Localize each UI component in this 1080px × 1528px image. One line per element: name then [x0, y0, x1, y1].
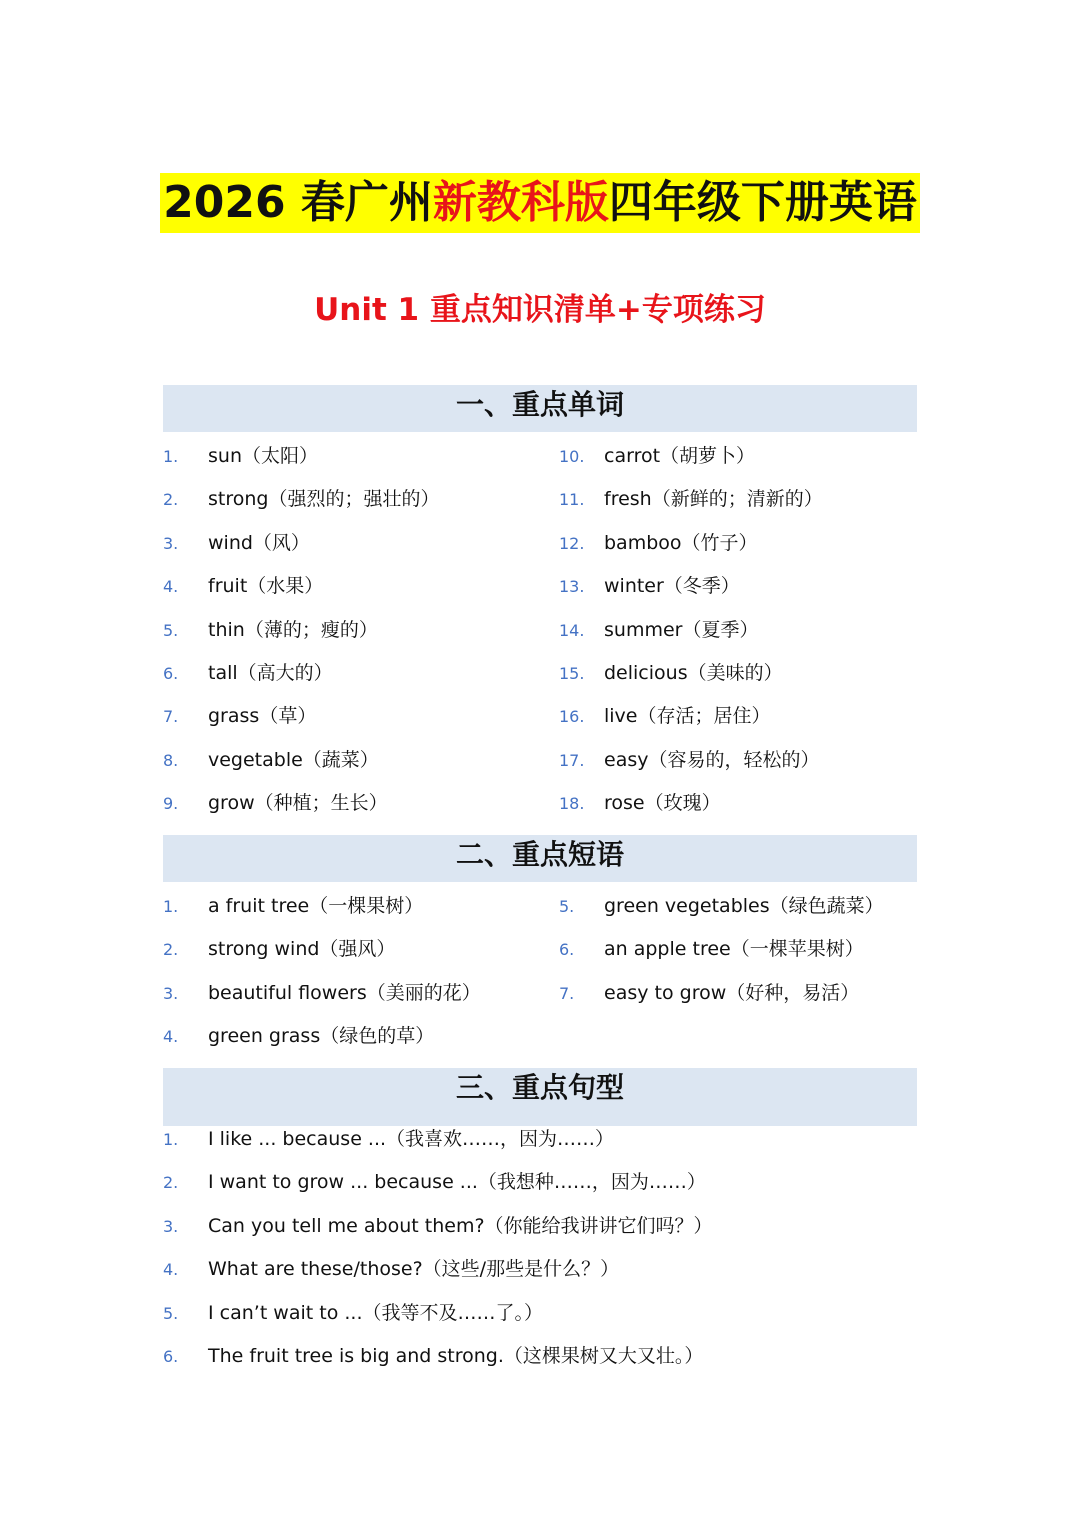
- list-item-number: 3.: [163, 533, 179, 553]
- list-item-number: 7.: [163, 707, 179, 727]
- list-item-number: 2.: [163, 1173, 179, 1193]
- list-item-number: 16.: [559, 707, 585, 727]
- list-item-number: 1.: [163, 1130, 179, 1149]
- list-item-text: grow（种植；生长）: [208, 792, 388, 815]
- list-item-number: 13.: [559, 577, 585, 597]
- list-item-text: a fruit tree（一棵果树）: [208, 895, 424, 917]
- list-item-number: 12.: [559, 533, 585, 553]
- list-item-text: easy（容易的，轻松的）: [604, 748, 820, 771]
- title-container: [0, 173, 1080, 233]
- title-part-1: 2026 春广州: [163, 177, 433, 228]
- list-item-number: 4.: [163, 577, 179, 597]
- list-item-text: What are these/those?（这些/那些是什么？）: [208, 1258, 620, 1281]
- list-item-text: grass（草）: [208, 705, 317, 728]
- list-item-number: 14.: [559, 620, 585, 640]
- list-item-text: Can you tell me about them?（你能给我讲讲它们吗？）: [208, 1214, 713, 1237]
- list-item-number: 17.: [559, 750, 585, 770]
- list-item-text: beautiful flowers（美丽的花）: [208, 981, 481, 1004]
- title-part-3: 四年级下册英语: [608, 177, 917, 228]
- section-heading-phrases: 二、重点短语: [163, 835, 917, 882]
- list-item-text: fruit（水果）: [208, 575, 324, 598]
- list-item-number: 5.: [163, 1303, 179, 1323]
- list-item-number: 9.: [163, 794, 179, 814]
- list-item-text: wind（风）: [208, 531, 310, 554]
- list-item-text: sun（太阳）: [208, 445, 318, 467]
- list-item-number: 1.: [163, 897, 179, 916]
- list-item-text: green grass（绿色的草）: [208, 1024, 435, 1047]
- list-item-text: The fruit tree is big and strong.（这棵果树又大又壮。）: [208, 1345, 704, 1367]
- list-item-number: 6.: [163, 1347, 179, 1366]
- title-part-2: 新教科版: [432, 177, 609, 228]
- list-item-text: easy to grow（好种，易活）: [604, 981, 860, 1004]
- list-item-number: 4.: [163, 1260, 179, 1280]
- list-item-text: strong wind（强风）: [208, 938, 396, 961]
- list-item-text: I can’t wait to ...（我等不及……了。）: [208, 1301, 543, 1324]
- list-item-number: 4.: [163, 1026, 179, 1046]
- section-heading-words: 一、重点单词: [163, 385, 917, 432]
- subtitle-container: [0, 288, 1080, 332]
- list-item-text: summer（夏季）: [604, 618, 759, 641]
- list-item-text: an apple tree（一棵苹果树）: [604, 938, 864, 961]
- list-item-number: 2.: [163, 940, 179, 960]
- list-item-text: winter（冬季）: [604, 575, 740, 598]
- list-item-text: carrot（胡萝卜）: [604, 445, 756, 467]
- list-item-number: 15.: [559, 664, 585, 683]
- list-item-number: 2.: [163, 490, 179, 510]
- list-item-text: rose（玫瑰）: [604, 792, 721, 815]
- list-item-text: vegetable（蔬菜）: [208, 748, 379, 771]
- page-title: [160, 173, 920, 233]
- list-item-number: 3.: [163, 983, 179, 1003]
- list-item-number: 8.: [163, 750, 179, 770]
- list-item-text: strong（强烈的；强壮的）: [208, 488, 440, 511]
- list-item-number: 11.: [559, 490, 585, 510]
- list-item-number: 1.: [163, 447, 179, 466]
- list-item-number: 10.: [559, 447, 585, 466]
- list-item-text: tall（高大的）: [208, 662, 333, 684]
- list-item-number: 6.: [559, 940, 575, 960]
- list-item-text: delicious（美味的）: [604, 662, 783, 684]
- list-item-number: 7.: [559, 983, 575, 1003]
- list-item-text: green vegetables（绿色蔬菜）: [604, 895, 884, 917]
- list-item-number: 6.: [163, 664, 179, 683]
- list-item-number: 3.: [163, 1216, 179, 1236]
- list-item-text: thin（薄的；瘦的）: [208, 618, 378, 641]
- list-item-text: I want to grow ... because ...（我想种……，因为……）: [208, 1171, 706, 1194]
- list-item-text: bamboo（竹子）: [604, 531, 758, 554]
- section-heading-sentences: 三、重点句型: [163, 1068, 917, 1126]
- list-item-number: 5.: [163, 620, 179, 640]
- list-item-text: I like ... because ...（我喜欢……，因为……）: [208, 1128, 615, 1150]
- list-item-number: 18.: [559, 794, 585, 814]
- page-subtitle: Unit 1 重点知识清单+专项练习: [314, 292, 766, 328]
- list-item-number: 5.: [559, 897, 575, 916]
- list-item-text: live（存活；居住）: [604, 705, 771, 728]
- list-item-text: fresh（新鲜的；清新的）: [604, 488, 823, 511]
